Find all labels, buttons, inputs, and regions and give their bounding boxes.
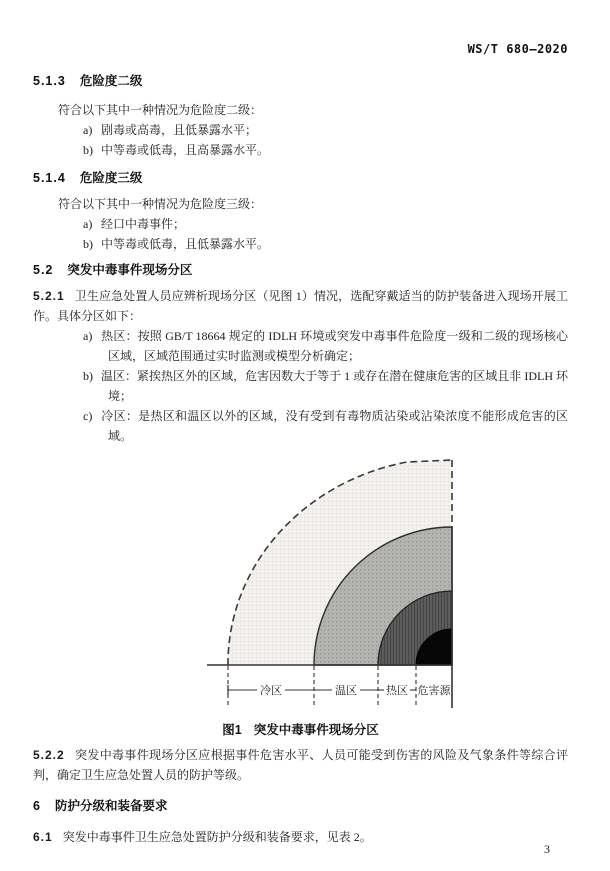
section-521-list: [33, 326, 568, 446]
section-title: 危险度二级: [79, 74, 143, 88]
section-514-list: [33, 214, 568, 254]
list-item: [58, 140, 568, 160]
item-label: b): [83, 369, 93, 383]
clause-522: [33, 745, 568, 785]
item-label: b): [83, 143, 93, 157]
item-text: 冷区：是热区和温区以外的区域，没有受到有毒物质沾染或沾染浓度不能形成危害的区域。: [101, 409, 568, 443]
clause-number: 5.2.2: [33, 748, 65, 762]
item-text: 中等毒或低毒，且低暴露水平。: [101, 237, 270, 251]
section-number: 5.2: [33, 263, 54, 277]
zones-diagram: [195, 452, 487, 718]
item-label: c): [83, 409, 93, 423]
cold-zone-label: 冷区: [260, 685, 282, 697]
section-title: 防护分级和装备要求: [54, 799, 168, 813]
zones-diagram-svg: [195, 452, 487, 718]
figure-caption-text: 突发中毒事件现场分区: [253, 723, 379, 737]
section-heading-6: [33, 798, 568, 814]
list-item: [58, 120, 568, 140]
clause-number: 6.1: [33, 830, 53, 844]
section-heading-514: [33, 170, 568, 186]
item-label: a): [83, 123, 93, 137]
clause-number: 5.2.1: [33, 289, 65, 303]
figure-caption: [33, 722, 568, 738]
hazard-source-label: 危害源: [417, 685, 451, 697]
section-number: 5.1.3: [33, 74, 66, 88]
item-text: 温区：紧挨热区外的区域，危害因数大于等于 1 或存在潜在健康危害的区域且非 IDLH 环境；: [101, 369, 568, 403]
clause-text: 卫生应急处置人员应辨析现场分区（见图 1）情况，选配穿戴适当的防护装备进入现场开展工作。具体分区如下：: [33, 289, 568, 323]
clause-61: [33, 827, 568, 847]
item-text: 中等毒或低毒，且高暴露水平。: [101, 143, 270, 157]
hot-zone-label: 热区: [386, 685, 408, 697]
section-513-intro: 符合以下其中一种情况为危险度二级：: [58, 103, 263, 117]
section-heading-513: [33, 73, 568, 89]
section-number: 5.1.4: [33, 171, 66, 185]
list-item: [58, 234, 568, 254]
warm-zone-label: 温区: [335, 685, 357, 697]
item-text: 剧毒或高毒，且低暴露水平；: [101, 123, 258, 137]
item-label: b): [83, 237, 93, 251]
section-title: 危险度三级: [79, 171, 143, 185]
section-heading-52: [33, 262, 568, 278]
list-item: [58, 214, 568, 234]
section-514-intro: 符合以下其中一种情况为危险度三级：: [58, 197, 263, 211]
page-number: 3: [544, 842, 550, 856]
item-text: 热区：按照 GB/T 18664 规定的 IDLH 环境或突发中毒事件危险度一级和二级的现场核心区域，区域范围通过实时监测或模型分析确定；: [101, 329, 568, 363]
section-title: 突发中毒事件现场分区: [67, 263, 193, 277]
item-label: a): [83, 217, 93, 231]
list-item: [58, 326, 568, 366]
list-item: [58, 406, 568, 446]
standard-number-header: WS/T 680—2020: [467, 42, 568, 56]
item-label: a): [83, 329, 93, 343]
clause-text: 突发中毒事件现场分区应根据事件危害水平、人员可能受到伤害的风险及气象条件等综合评判，确定卫生应急处置人员的防护等级。: [33, 748, 568, 782]
figure-caption-label: 图1: [222, 723, 242, 737]
clause-521: [33, 286, 568, 326]
section-number: 6: [33, 799, 41, 813]
list-item: [58, 366, 568, 406]
clause-text: 突发中毒事件卫生应急处置防护分级和装备要求，见表 2。: [62, 830, 372, 844]
section-513-list: [33, 120, 568, 160]
item-text: 经口中毒事件；: [101, 217, 186, 231]
